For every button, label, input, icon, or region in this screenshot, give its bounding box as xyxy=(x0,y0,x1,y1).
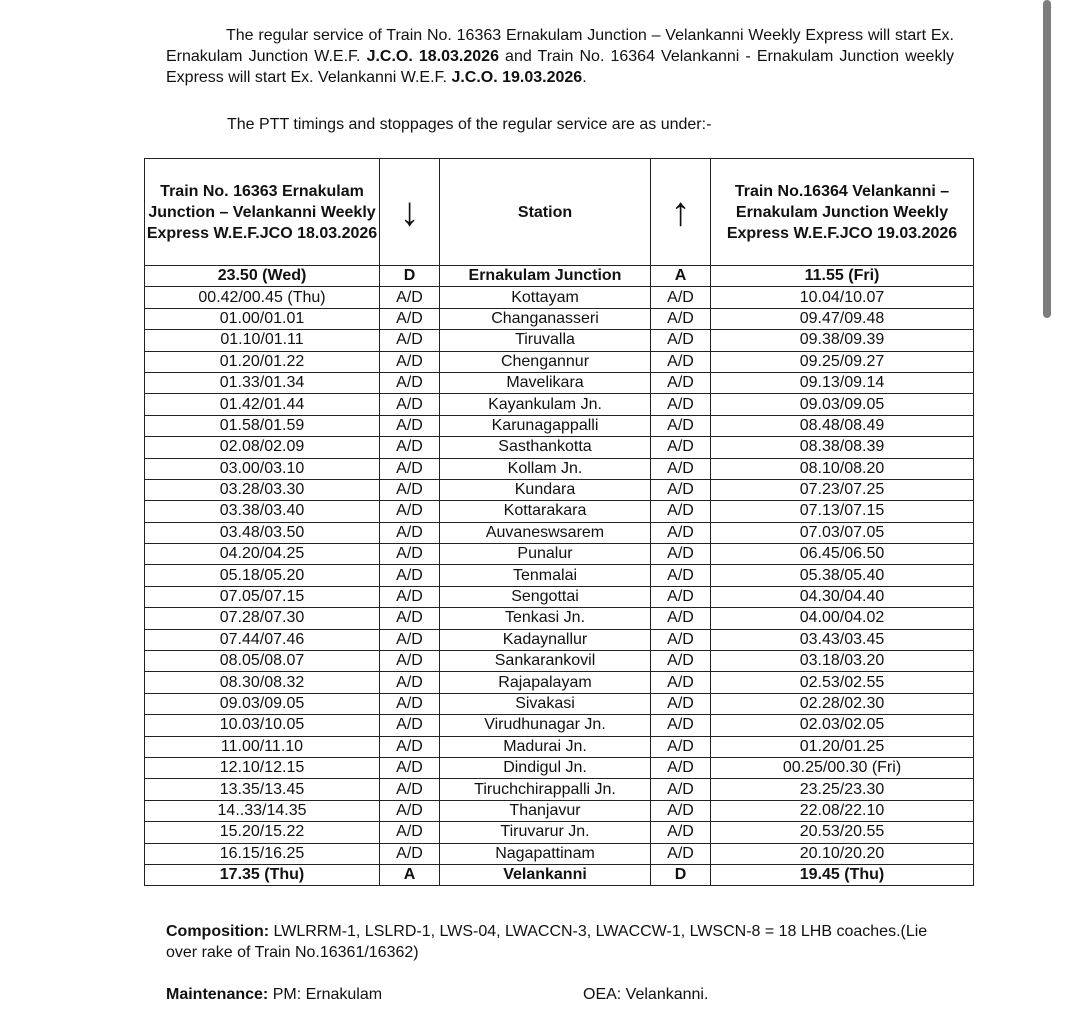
down-time-cell: 00.42/00.45 (Thu) xyxy=(145,287,380,308)
down-code-cell: A/D xyxy=(380,800,440,821)
station-cell: Karunagappalli xyxy=(440,415,651,436)
station-cell: Sengottai xyxy=(440,586,651,607)
down-time-cell: 01.20/01.22 xyxy=(145,351,380,372)
down-code-cell: A/D xyxy=(380,308,440,329)
down-time-cell: 07.44/07.46 xyxy=(145,629,380,650)
station-cell: Tiruvarur Jn. xyxy=(440,822,651,843)
down-code-cell: A/D xyxy=(380,651,440,672)
composition-label: Composition: xyxy=(166,923,270,940)
station-cell: Thanjavur xyxy=(440,800,651,821)
down-time-cell: 01.10/01.11 xyxy=(145,330,380,351)
table-row xyxy=(145,458,974,479)
table-row xyxy=(145,394,974,415)
up-time-cell: 07.13/07.15 xyxy=(711,501,974,522)
table-row xyxy=(145,351,974,372)
table-row xyxy=(145,672,974,693)
up-time-cell: 09.13/09.14 xyxy=(711,372,974,393)
down-time-cell: 15.20/15.22 xyxy=(145,822,380,843)
station-cell: Kayankulam Jn. xyxy=(440,394,651,415)
up-code-cell: A/D xyxy=(651,544,711,565)
down-code-cell: A/D xyxy=(380,822,440,843)
timetable-body xyxy=(145,266,974,886)
down-code-cell: A/D xyxy=(380,629,440,650)
table-row xyxy=(145,843,974,864)
up-arrow-icon: ↑ xyxy=(651,159,711,266)
station-cell: Rajapalayam xyxy=(440,672,651,693)
station-header: Station xyxy=(440,159,651,266)
maintenance-oea: OEA: Velankanni. xyxy=(583,986,709,1003)
down-code-cell: A/D xyxy=(380,565,440,586)
up-code-cell: A/D xyxy=(651,351,711,372)
up-code-cell: A xyxy=(651,266,711,287)
up-code-cell: A/D xyxy=(651,522,711,543)
station-cell: Sasthankotta xyxy=(440,437,651,458)
down-code-cell: A/D xyxy=(380,736,440,757)
down-code-cell: A/D xyxy=(380,501,440,522)
table-row xyxy=(145,330,974,351)
down-code-cell: A/D xyxy=(380,415,440,436)
up-time-cell: 02.53/02.55 xyxy=(711,672,974,693)
station-cell: Tenkasi Jn. xyxy=(440,608,651,629)
table-row xyxy=(145,736,974,757)
up-code-cell: A/D xyxy=(651,437,711,458)
maintenance-pm: PM: Ernakulam xyxy=(268,986,383,1003)
down-code-cell: A/D xyxy=(380,693,440,714)
up-time-cell: 11.55 (Fri) xyxy=(711,266,974,287)
down-code-cell: A/D xyxy=(380,287,440,308)
down-code-cell: A xyxy=(380,864,440,885)
station-cell: Tiruchchirappalli Jn. xyxy=(440,779,651,800)
table-row xyxy=(145,565,974,586)
up-code-cell: A/D xyxy=(651,715,711,736)
table-row xyxy=(145,287,974,308)
timetable-header-row xyxy=(145,159,974,266)
down-time-cell: 10.03/10.05 xyxy=(145,715,380,736)
up-code-cell: A/D xyxy=(651,779,711,800)
maintenance-label: Maintenance: xyxy=(166,986,269,1003)
table-row xyxy=(145,437,974,458)
down-code-cell: A/D xyxy=(380,394,440,415)
down-code-cell: A/D xyxy=(380,458,440,479)
intro-text-3: . xyxy=(582,69,587,86)
table-row xyxy=(145,266,974,287)
table-row xyxy=(145,757,974,778)
down-time-cell: 09.03/09.05 xyxy=(145,693,380,714)
up-time-cell: 22.08/22.10 xyxy=(711,800,974,821)
up-time-cell: 09.25/09.27 xyxy=(711,351,974,372)
down-time-cell: 02.08/02.09 xyxy=(145,437,380,458)
up-time-cell: 01.20/01.25 xyxy=(711,736,974,757)
up-time-cell: 07.03/07.05 xyxy=(711,522,974,543)
table-row xyxy=(145,651,974,672)
station-cell: Ernakulam Junction xyxy=(440,266,651,287)
down-code-cell: A/D xyxy=(380,757,440,778)
table-row xyxy=(145,629,974,650)
up-code-cell: A/D xyxy=(651,415,711,436)
down-time-cell: 14..33/14.35 xyxy=(145,800,380,821)
up-time-cell: 07.23/07.25 xyxy=(711,479,974,500)
table-row xyxy=(145,586,974,607)
composition xyxy=(166,921,946,963)
up-code-cell: D xyxy=(651,864,711,885)
up-time-cell: 06.45/06.50 xyxy=(711,544,974,565)
down-code-cell: A/D xyxy=(380,715,440,736)
station-cell: Dindigul Jn. xyxy=(440,757,651,778)
intro-text-2: and Train No. 16364 Velankanni - Ernakulam Junction weekly Express will start Ex. Velankanni W.E.F. xyxy=(166,48,954,86)
up-code-cell: A/D xyxy=(651,287,711,308)
up-time-cell: 20.53/20.55 xyxy=(711,822,974,843)
table-row xyxy=(145,715,974,736)
station-cell: Madurai Jn. xyxy=(440,736,651,757)
station-cell: Punalur xyxy=(440,544,651,565)
down-time-cell: 03.48/03.50 xyxy=(145,522,380,543)
table-row xyxy=(145,864,974,885)
up-code-cell: A/D xyxy=(651,394,711,415)
down-time-cell: 01.00/01.01 xyxy=(145,308,380,329)
up-code-cell: A/D xyxy=(651,372,711,393)
down-time-cell: 08.05/08.07 xyxy=(145,651,380,672)
station-cell: Sivakasi xyxy=(440,693,651,714)
up-time-cell: 20.10/20.20 xyxy=(711,843,974,864)
down-time-cell: 04.20/04.25 xyxy=(145,544,380,565)
down-time-cell: 01.58/01.59 xyxy=(145,415,380,436)
down-code-cell: A/D xyxy=(380,779,440,800)
station-cell: Kottarakara xyxy=(440,501,651,522)
table-row xyxy=(145,822,974,843)
station-cell: Kadaynallur xyxy=(440,629,651,650)
station-cell: Tenmalai xyxy=(440,565,651,586)
up-time-cell: 23.25/23.30 xyxy=(711,779,974,800)
station-cell: Velankanni xyxy=(440,864,651,885)
up-code-cell: A/D xyxy=(651,608,711,629)
down-code-cell: A/D xyxy=(380,437,440,458)
up-time-cell: 03.43/03.45 xyxy=(711,629,974,650)
down-time-cell: 23.50 (Wed) xyxy=(145,266,380,287)
up-code-cell: A/D xyxy=(651,757,711,778)
up-code-cell: A/D xyxy=(651,458,711,479)
up-code-cell: A/D xyxy=(651,479,711,500)
down-code-cell: A/D xyxy=(380,544,440,565)
table-row xyxy=(145,308,974,329)
up-time-cell: 08.48/08.49 xyxy=(711,415,974,436)
down-time-cell: 11.00/11.10 xyxy=(145,736,380,757)
down-time-cell: 08.30/08.32 xyxy=(145,672,380,693)
down-time-cell: 07.05/07.15 xyxy=(145,586,380,607)
intro-paragraph xyxy=(166,25,954,88)
down-code-cell: A/D xyxy=(380,586,440,607)
up-code-cell: A/D xyxy=(651,843,711,864)
down-code-cell: A/D xyxy=(380,608,440,629)
up-time-cell: 09.47/09.48 xyxy=(711,308,974,329)
up-code-cell: A/D xyxy=(651,565,711,586)
up-time-cell: 02.03/02.05 xyxy=(711,715,974,736)
station-cell: Nagapattinam xyxy=(440,843,651,864)
down-code-cell: A/D xyxy=(380,372,440,393)
up-time-cell: 02.28/02.30 xyxy=(711,693,974,714)
station-cell: Mavelikara xyxy=(440,372,651,393)
down-train-header: Train No. 16363 Ernakulam Junction – Velankanni Weekly Express W.E.F.JCO 18.03.2026 xyxy=(145,159,380,266)
station-cell: Kundara xyxy=(440,479,651,500)
intro-date-1: J.C.O. 18.03.2026 xyxy=(366,48,499,65)
station-cell: Tiruvalla xyxy=(440,330,651,351)
up-time-cell: 03.18/03.20 xyxy=(711,651,974,672)
down-time-cell: 16.15/16.25 xyxy=(145,843,380,864)
up-code-cell: A/D xyxy=(651,651,711,672)
down-time-cell: 13.35/13.45 xyxy=(145,779,380,800)
up-code-cell: A/D xyxy=(651,629,711,650)
station-cell: Changanasseri xyxy=(440,308,651,329)
up-code-cell: A/D xyxy=(651,501,711,522)
up-time-cell: 19.45 (Thu) xyxy=(711,864,974,885)
station-cell: Kottayam xyxy=(440,287,651,308)
table-row xyxy=(145,415,974,436)
down-time-cell: 03.38/03.40 xyxy=(145,501,380,522)
down-time-cell: 17.35 (Thu) xyxy=(145,864,380,885)
up-code-cell: A/D xyxy=(651,693,711,714)
up-code-cell: A/D xyxy=(651,330,711,351)
up-train-header: Train No.16364 Velankanni – Ernakulam Junction Weekly Express W.E.F.JCO 19.03.2026 xyxy=(711,159,974,266)
timetable xyxy=(144,158,974,886)
table-row xyxy=(145,544,974,565)
composition-text: LWLRRM-1, LSLRD-1, LWS-04, LWACCN-3, LWACCW-1, LWSCN-8 = 18 LHB coaches.(Lie over rake of Train No.16361/16362) xyxy=(166,923,928,961)
down-time-cell: 01.42/01.44 xyxy=(145,394,380,415)
down-time-cell: 12.10/12.15 xyxy=(145,757,380,778)
up-time-cell: 05.38/05.40 xyxy=(711,565,974,586)
up-code-cell: A/D xyxy=(651,800,711,821)
up-time-cell: 10.04/10.07 xyxy=(711,287,974,308)
up-code-cell: A/D xyxy=(651,586,711,607)
table-row xyxy=(145,522,974,543)
station-cell: Auvaneswsarem xyxy=(440,522,651,543)
up-code-cell: A/D xyxy=(651,308,711,329)
down-arrow-icon: ↓ xyxy=(380,159,440,266)
station-cell: Virudhunagar Jn. xyxy=(440,715,651,736)
up-time-cell: 09.03/09.05 xyxy=(711,394,974,415)
down-code-cell: A/D xyxy=(380,351,440,372)
up-time-cell: 08.38/08.39 xyxy=(711,437,974,458)
up-code-cell: A/D xyxy=(651,736,711,757)
table-row xyxy=(145,372,974,393)
up-code-cell: A/D xyxy=(651,672,711,693)
down-time-cell: 01.33/01.34 xyxy=(145,372,380,393)
down-code-cell: A/D xyxy=(380,522,440,543)
up-time-cell: 00.25/00.30 (Fri) xyxy=(711,757,974,778)
down-code-cell: A/D xyxy=(380,479,440,500)
maintenance xyxy=(166,984,382,1005)
down-code-cell: A/D xyxy=(380,672,440,693)
down-code-cell: A/D xyxy=(380,330,440,351)
scrollbar[interactable] xyxy=(1043,0,1051,318)
table-row xyxy=(145,800,974,821)
station-cell: Chengannur xyxy=(440,351,651,372)
table-row xyxy=(145,693,974,714)
table-row xyxy=(145,779,974,800)
station-cell: Kollam Jn. xyxy=(440,458,651,479)
up-time-cell: 09.38/09.39 xyxy=(711,330,974,351)
up-code-cell: A/D xyxy=(651,822,711,843)
down-time-cell: 05.18/05.20 xyxy=(145,565,380,586)
up-time-cell: 04.30/04.40 xyxy=(711,586,974,607)
up-time-cell: 08.10/08.20 xyxy=(711,458,974,479)
table-row xyxy=(145,501,974,522)
intro-date-2: J.C.O. 19.03.2026 xyxy=(451,69,583,86)
intro-text-1: The regular service of Train No. 16363 Ernakulam Junction – Velankanni Weekly Express will start Ex. Ernakulam Junction W.E.F. xyxy=(166,27,954,65)
down-time-cell: 07.28/07.30 xyxy=(145,608,380,629)
down-time-cell: 03.28/03.30 xyxy=(145,479,380,500)
down-code-cell: D xyxy=(380,266,440,287)
ptt-intro: The PTT timings and stoppages of the regular service are as under:- xyxy=(227,116,712,133)
down-time-cell: 03.00/03.10 xyxy=(145,458,380,479)
station-cell: Sankarankovil xyxy=(440,651,651,672)
down-code-cell: A/D xyxy=(380,843,440,864)
up-time-cell: 04.00/04.02 xyxy=(711,608,974,629)
table-row xyxy=(145,608,974,629)
table-row xyxy=(145,479,974,500)
